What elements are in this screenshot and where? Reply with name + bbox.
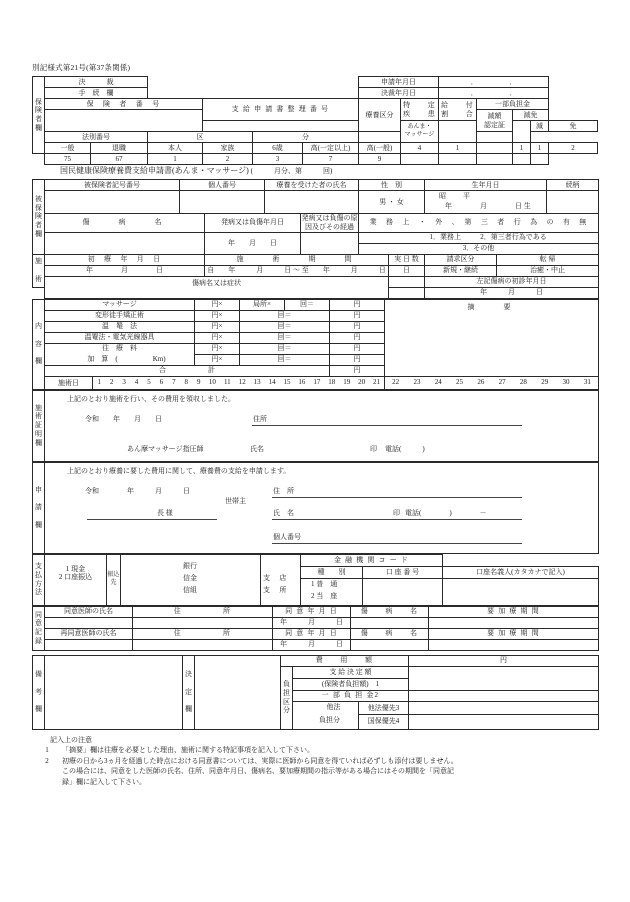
first-visit-label: 初 療 年 月 日 (45, 254, 205, 265)
outcome-value[interactable]: 治癒・中止 (497, 265, 599, 276)
application-personal-no-line[interactable] (272, 543, 522, 544)
certify-seal-label: 印 (370, 444, 377, 453)
insurer-vlabel: 保 険 者 欄 (33, 77, 45, 154)
certify-era[interactable]: 令和 年 月 日 (85, 414, 162, 423)
benefit-rate-l2: 割 合 (441, 109, 474, 118)
content-row-0-times[interactable]: 回＝ (285, 299, 330, 310)
benefit-decided-value[interactable] (409, 666, 599, 690)
claim-no-input[interactable] (203, 121, 359, 132)
content-row-4-unit[interactable]: 円× (195, 343, 240, 354)
copay-value[interactable] (409, 690, 599, 701)
account-holder-label: 口座名義人(カタカナで記入) (443, 566, 599, 578)
cause-label: 発病又は負傷の原因及びその経過 (301, 214, 358, 231)
vlabel-spacer (33, 287, 45, 298)
insured-table (32, 179, 599, 299)
content-row-1-unit[interactable]: 円× (195, 310, 240, 321)
transfer-to-l2: 先 (110, 579, 117, 586)
chief-line[interactable] (87, 519, 217, 520)
day-7[interactable]: 7 (172, 378, 176, 387)
law-col-1: 退職 (91, 143, 148, 154)
doc-title-period: ( 月分、第 回) (250, 167, 333, 175)
day-15[interactable]: 15 (283, 378, 291, 387)
consent-redoctor-name-input[interactable] (45, 639, 133, 650)
day-20[interactable]: 20 (358, 378, 366, 387)
patient-name-input[interactable] (265, 191, 359, 214)
period-input[interactable]: 自 年 月 日 ～ 至 年 月 日 (205, 265, 389, 276)
note-text-3: この場合には、同意をした医師の氏名、住所、同意年月日、傷病名、要加療期間の指示等がある場合にはその期間を「同意記 (62, 767, 454, 775)
care-class-value-l1: あんま・ (407, 124, 432, 130)
exempt-full-label: 免 (549, 121, 598, 132)
certify-practitioner-title: あん摩マッサージ指圧師 (127, 444, 204, 453)
reduction-cert-l2: 認定証 (484, 120, 505, 129)
content-vlabel: 内 容 欄 (33, 299, 45, 389)
claim-class-label: 請求区分 (425, 254, 497, 265)
day-11[interactable]: 11 (223, 378, 231, 387)
onset-date-label: 発病又は負傷年月日 (205, 214, 301, 233)
sex-label: 性 別 (359, 180, 425, 191)
class-col-4: 高(一般) (359, 143, 401, 154)
exempt-full-cell2 (477, 132, 513, 143)
other-law-priority-cell (359, 701, 409, 729)
actual-days-input[interactable]: 日 (389, 265, 425, 276)
law-val-1: 67 (91, 154, 148, 165)
third-party-opts-2[interactable]: 3．その他 (359, 243, 599, 254)
day-3[interactable]: 3 (122, 378, 126, 387)
other-law-priority-value[interactable] (409, 702, 598, 715)
day-24[interactable]: 24 (434, 378, 442, 387)
content-row-5-times[interactable]: 回＝ (240, 354, 330, 365)
remarks-input[interactable] (45, 655, 183, 729)
certify-table (32, 390, 599, 462)
special-disease-l1: 特 定 (403, 100, 436, 109)
content-row-0-yen[interactable]: 円 (330, 299, 385, 310)
consent-address-label-1: 住 所 (133, 606, 273, 617)
day-28[interactable]: 28 (519, 378, 527, 387)
account-type-opt-2[interactable]: 2 当 座 (311, 591, 338, 600)
patient-name-label: 療養を受けた者の氏名 (265, 180, 359, 191)
bank-label-3: 信組 (183, 585, 197, 594)
special-disease-code: 1 (439, 143, 477, 154)
first-exam-label: 左記傷病の初診年月日 (425, 276, 599, 287)
certify-body (45, 390, 599, 461)
exempt-gen-label: 減 (531, 121, 549, 132)
benefit-decided-label-2: (保険者負担額) 1 (293, 678, 409, 690)
branch-label-1: 支 店 (263, 573, 288, 582)
reduction-cert-code: 1 (513, 143, 531, 154)
certify-statement: 上記のとおり施術を行い、その費用を領収しました。 (67, 394, 235, 403)
account-type-opt-1[interactable]: 1 普 通 (311, 579, 338, 588)
class-col-3: 高(一定以上) (303, 143, 359, 154)
law-no-label: 法別番号 (45, 132, 148, 143)
application-era[interactable]: 令和 年 月 日 (85, 486, 190, 495)
consent-date-input-1[interactable]: 年 月 日 (273, 617, 351, 628)
approve-date-label: 決裁年月日 (359, 88, 439, 99)
account-holder-input[interactable] (443, 578, 599, 605)
day-6[interactable]: 6 (159, 378, 164, 387)
note-num-3 (32, 766, 62, 777)
application-table (32, 462, 599, 554)
class-val-4: 9 (359, 154, 401, 165)
day-10[interactable]: 10 (208, 378, 216, 387)
apply-date-value[interactable]: ． ． (439, 77, 549, 88)
benefit-decided-label-1: 支 給 決 定 額 (293, 666, 409, 678)
content-row-1-times[interactable]: 回＝ (240, 310, 330, 321)
content-row-4-yen[interactable]: 円 (330, 343, 385, 354)
birth-value[interactable] (425, 191, 547, 214)
care-class-value-l2: マッサージ (404, 131, 435, 138)
content-row-3-name: 温罨法・電気光線器具 (45, 332, 195, 343)
day-13[interactable]: 13 (253, 378, 261, 387)
exempt-gen-code: 1 (531, 143, 549, 154)
birth-era-showa: 昭 (439, 192, 447, 200)
burden-vlabel: 負 担 区 分 (281, 666, 293, 729)
other-law-l1: 他法 (326, 703, 341, 711)
symptom-label: 傷病名又は症状 (45, 276, 389, 298)
exempt-full-code: 2 (549, 143, 598, 154)
content-table (32, 299, 599, 390)
content-row-0-unit[interactable]: 円× (195, 299, 240, 310)
content-row-0-mid[interactable]: 局所× (240, 299, 285, 310)
day-5[interactable]: 5 (147, 378, 151, 387)
treat-days-label: 施術日 (45, 377, 93, 389)
third-party-label: 業 務 上 ・ 外 、 第 三 者 行 為 の 有 無 (359, 214, 599, 233)
day-26[interactable]: 26 (477, 378, 485, 387)
disease-name-label: 傷 病 名 (45, 214, 205, 233)
rc-blank (513, 154, 531, 165)
treat-days-cell (45, 376, 385, 389)
consent-address-label-2: 住 所 (133, 628, 273, 639)
content-row-0-name: マッサージ (45, 299, 195, 310)
insurer-table (32, 76, 598, 165)
application-address-line[interactable] (272, 497, 522, 498)
sd-blank (439, 154, 477, 165)
birth-era-heisei: 平 (463, 192, 471, 200)
birth-label: 生年月日 (425, 180, 547, 191)
day-16[interactable]: 16 (298, 378, 306, 387)
claim-no-label: 支 給 申 請 書 整 理 番 号 (203, 99, 359, 121)
decision-vlabel: 決 定 欄 (183, 655, 195, 729)
copay-label: 一部負担金 (477, 99, 549, 110)
note-text-4: 録」欄に記入して下さい。 (62, 777, 146, 786)
treatment-vlabel: 施 術 (33, 254, 45, 287)
content-row-3-yen[interactable]: 円 (330, 332, 385, 343)
care-class-code: 4 (401, 143, 439, 154)
day-29[interactable]: 29 (541, 378, 549, 387)
ku-label: 区 (148, 132, 253, 143)
class-val-3: 7 (303, 154, 359, 165)
application-personal-no-label: 個人番号 (273, 532, 301, 541)
footer-table (32, 655, 599, 730)
sex-value[interactable]: 男 ・ 女 (359, 191, 425, 214)
application-phone-label[interactable]: 電話( ) － (405, 508, 487, 517)
day-18[interactable]: 18 (328, 378, 336, 387)
consent-extra-label-2: 要 加 療 期 間 (429, 628, 599, 639)
day-23[interactable]: 23 (413, 378, 421, 387)
period-label: 施 術 期 間 (205, 254, 389, 265)
transfer-to-l1: 振込 (107, 572, 120, 578)
consent-extra-input-1[interactable] (429, 617, 599, 628)
day-1[interactable]: 1 (97, 378, 101, 387)
certify-address-label: 住所 (253, 414, 267, 423)
day-2[interactable]: 2 (109, 378, 114, 387)
copay-label-footer: 一 部 負 担 金2 (293, 690, 409, 701)
relation-input[interactable] (547, 191, 599, 214)
law-col-0: 一般 (45, 143, 91, 154)
class-val-0: 1 (148, 154, 203, 165)
treat-days-1-16[interactable] (93, 378, 384, 387)
reduction-cert-label (477, 110, 513, 132)
benefit-rate-value (513, 121, 531, 143)
special-disease-l2: 疾 患 (403, 109, 436, 118)
application-body (45, 462, 599, 553)
day-14[interactable]: 14 (268, 378, 276, 387)
birth-ymd: 年 月 日 生 (445, 202, 531, 210)
reduction-cert-l1: 減額 (487, 111, 502, 120)
blank-corner (33, 154, 45, 165)
content-row-1-name: 変形徒手矯正術 (45, 310, 195, 321)
day-17[interactable]: 17 (313, 378, 321, 387)
branch-cell[interactable] (261, 554, 301, 605)
consent-vlabel: 同 意 記 録 (33, 606, 45, 650)
actual-days-label: 実 日 数 (389, 254, 425, 265)
class-val-1: 2 (203, 154, 253, 165)
account-type-options[interactable] (301, 578, 363, 605)
certify-name-label[interactable]: 氏名 (250, 444, 264, 453)
consent-doctor-name-label: 同意医師の氏名 (45, 606, 133, 617)
day-31[interactable]: 31 (583, 378, 591, 387)
consent-disease-input-1[interactable] (351, 617, 429, 628)
content-row-1-yen[interactable]: 円 (330, 310, 385, 321)
content-row-3-times[interactable]: 回＝ (240, 332, 330, 343)
account-type-label: 種 別 (301, 566, 363, 578)
payment-opt-2[interactable]: 2 口座振込 (58, 573, 93, 582)
care-class-value (401, 121, 439, 143)
insurer-no-input[interactable] (45, 110, 203, 132)
other-law-label (293, 701, 359, 729)
bank-cell[interactable] (121, 554, 261, 605)
special-disease-value (439, 121, 477, 143)
remarks-vlabel: 備 考 欄 (33, 655, 45, 729)
consent-redoctor-name-label: 再同意医師の氏名 (45, 628, 133, 639)
note-item-1 (32, 745, 598, 756)
application-address-label: 住 所 (273, 486, 294, 495)
account-no-input[interactable] (363, 578, 443, 605)
content-row-2-times[interactable]: 回＝ (240, 321, 330, 332)
third-party-opt-2: 2．第三者行為である (480, 233, 547, 242)
consent-disease-label-1: 傷 病 名 (351, 606, 429, 617)
certify-address-line[interactable] (252, 425, 522, 426)
day-9[interactable]: 9 (196, 378, 201, 387)
notes-block (32, 735, 598, 788)
symbol-no-label: 被保険者記号番号 (45, 180, 180, 191)
day-25[interactable]: 25 (456, 378, 464, 387)
exempt-gen-cell2 (359, 132, 401, 143)
consent-address-input-2[interactable] (133, 639, 273, 650)
content-row-5-yen[interactable]: 円 (330, 354, 385, 365)
content-row-2-name: 温 罨 法 (45, 321, 195, 332)
relation-label: 続柄 (547, 180, 599, 191)
cause-input[interactable] (301, 232, 359, 254)
note-num-1: 1 (45, 746, 49, 754)
consent-disease-label-2: 傷 病 名 (351, 628, 429, 639)
bank-label-1: 銀行 (183, 561, 197, 570)
other-law-values[interactable] (409, 701, 599, 729)
summary-label: 摘 要 (467, 302, 516, 311)
day-22[interactable]: 22 (392, 378, 400, 387)
insured-vlabel: 被 保 険 者 欄 (33, 180, 45, 255)
day-30[interactable]: 30 (562, 378, 570, 387)
certify-phone-label[interactable]: 電話( ) (385, 444, 425, 453)
certify-vlabel: 施 術 証 明 欄 (33, 390, 45, 461)
total-label: 合 計 (45, 365, 330, 376)
benefit-rate-l1: 給 付 (441, 100, 474, 109)
total-yen[interactable]: 円 (330, 365, 385, 376)
other-law-l2: 負担分 (319, 716, 340, 724)
insurer-no-label: 保 険 者 番 号 (45, 99, 203, 110)
consent-extra-label-1: 要 加 療 期 間 (429, 606, 599, 617)
day-21[interactable]: 21 (373, 378, 381, 387)
disease-name-input[interactable] (45, 232, 205, 254)
third-party-opt-1: 1．業務上 (429, 233, 462, 242)
form-page (32, 62, 598, 787)
day-4[interactable]: 4 (134, 378, 139, 387)
branch-label-2: 支 所 (263, 585, 288, 594)
care-class-label (359, 99, 401, 132)
decision-proc-label-2: 手 続 欄 (45, 88, 148, 99)
householder-label: 世帯主 (225, 496, 246, 505)
class-col-0: 本人 (148, 143, 203, 154)
form-number: 別記様式第21号(第37条関係) (32, 63, 131, 72)
consent-address-input-1[interactable] (133, 617, 273, 628)
application-name-line[interactable] (272, 519, 522, 520)
other-law-priority: 他法優先3 (359, 702, 408, 715)
third-party-opts-1[interactable] (359, 232, 599, 243)
payment-table (32, 554, 599, 606)
payment-vlabel: 支 払 方 法 (33, 554, 45, 605)
first-exam-ymd[interactable]: 年 月 日 (425, 287, 599, 298)
day-19[interactable]: 19 (343, 378, 351, 387)
consent-date-label-1: 同 意 年 月 日 (273, 606, 351, 617)
doc-title: 国民健康保険療養費支給申請書(あんま・マッサージ) (60, 166, 249, 175)
summary-cell[interactable] (385, 299, 599, 376)
note-num-2: 2 (45, 756, 49, 765)
bank-label-2: 信金 (183, 573, 197, 582)
day-12[interactable]: 12 (238, 378, 246, 387)
fi-code-spacer (443, 554, 599, 566)
special-disease-label (401, 99, 439, 121)
first-exam-blank (389, 276, 425, 287)
payment-opt-1[interactable]: 1 現金 (65, 564, 86, 573)
application-name-label: 氏 名 (273, 508, 294, 517)
cost-label: 費 用 額 (281, 655, 409, 666)
note-item-4 (32, 777, 598, 788)
outcome-label: 転 帰 (497, 254, 599, 265)
personal-no-input[interactable] (180, 191, 265, 214)
day-8[interactable]: 8 (184, 378, 189, 387)
consent-date-label-2: 同 意 年 月 日 (273, 628, 351, 639)
consent-doctor-name-input[interactable] (45, 617, 133, 628)
payment-options[interactable] (45, 554, 107, 605)
consent-extra-input-2[interactable] (429, 639, 599, 650)
content-row-2-unit[interactable]: 円× (195, 321, 240, 332)
symbol-no-input[interactable] (45, 191, 180, 214)
claim-class-value[interactable]: 新規・継続 (425, 265, 497, 276)
personal-no-label: 個人番号 (180, 180, 265, 191)
bun-label: 分 (253, 132, 359, 143)
consent-disease-input-2[interactable] (351, 639, 429, 650)
note-num-4 (32, 777, 62, 788)
consent-table (32, 606, 599, 651)
content-row-3-unit[interactable]: 円× (195, 332, 240, 343)
class-col-2: 6歳 (253, 143, 303, 154)
note-text-1: 「摘要」欄は往療を必要とした理由、施術に関する特記事項を記入して下さい。 (62, 746, 314, 754)
decision-input[interactable] (195, 655, 281, 729)
class-col-1: 家族 (203, 143, 253, 154)
doc-title-row (32, 165, 598, 179)
kokuho-priority: 国保優先4 (367, 717, 400, 725)
spacer-top (148, 77, 359, 99)
account-no-label: 口 座 番 号 (363, 566, 443, 578)
care-class-label-text: 療養区分 (365, 110, 394, 119)
note-text-2: 初療の日から3ヵ月を経過した時点における同意書については、実際に医師から同意を得ていれば必ずしも添付は要しません。 (62, 756, 458, 765)
notes-title: 記入上の注意 (50, 735, 92, 744)
application-vlabel: 申 請 欄 (33, 462, 45, 553)
cc-blank (401, 154, 439, 165)
note-item-3 (32, 766, 598, 777)
consent-date-input-2[interactable]: 年 月 日 (273, 639, 351, 650)
note-item-2 (32, 756, 598, 767)
application-seal-label: 印 (393, 508, 400, 517)
content-row-2-yen[interactable]: 円 (330, 321, 385, 332)
br-blank (477, 154, 513, 165)
first-exam-blank2 (389, 287, 425, 298)
onset-date-input[interactable]: 年 月 日 (205, 232, 301, 254)
transfer-to-label (107, 554, 121, 605)
cost-value[interactable]: 円 (409, 655, 599, 666)
law-val-0: 75 (45, 154, 91, 165)
kokuho-priority-value[interactable] (409, 715, 598, 728)
treat-days-22-31[interactable] (385, 376, 599, 389)
day-27[interactable]: 27 (498, 378, 506, 387)
content-row-5-name: 加 算 ( Km) (45, 354, 195, 365)
ef-blank (531, 154, 549, 165)
content-row-5-unit[interactable]: 円× (195, 354, 240, 365)
content-row-4-name: 往 療 料 (45, 343, 195, 354)
fi-code-label: 金 融 機 関 コ ー ド (301, 554, 443, 566)
chief-label: 長 様 (157, 508, 173, 517)
approve-date-value[interactable]: ． ． (439, 88, 549, 99)
exemption-label: 減免 (513, 110, 549, 121)
benefit-rate-code (477, 143, 513, 154)
application-statement: 上記のとおり療養に要した費用に関して、療養費の支給を申請します。 (67, 466, 291, 475)
decision-proc-label-1: 決 裁 (45, 77, 148, 88)
content-row-4-times[interactable]: 回＝ (240, 343, 330, 354)
class-val-2: 3 (253, 154, 303, 165)
benefit-rate-label (439, 99, 477, 121)
first-visit-input[interactable]: 年 月 日 (45, 265, 205, 276)
apply-date-label: 申請年月日 (359, 77, 439, 88)
